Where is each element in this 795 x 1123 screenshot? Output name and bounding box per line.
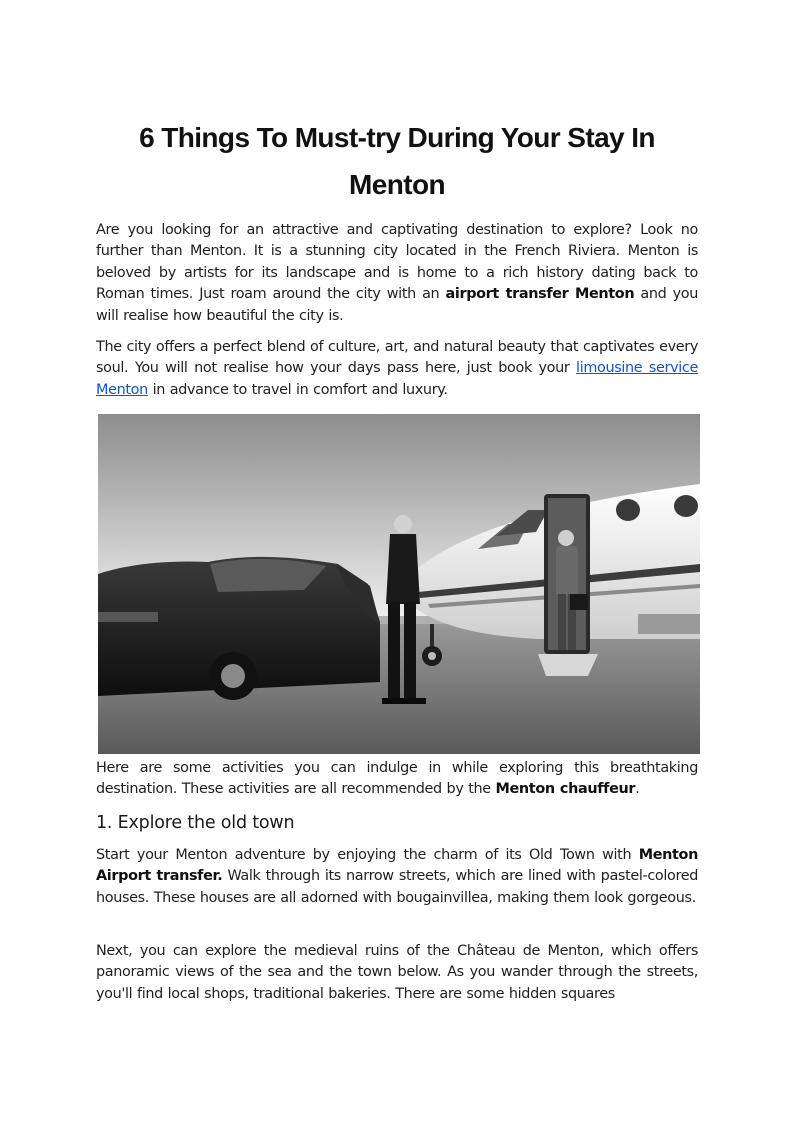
old-town-text-after: Walk through its narrow streets, which are lined with pastel-colored houses. These houses are all adorned with bougainvillea, making them look gorgeous. <box>96 868 699 906</box>
activities-bold-chauffeur: Menton chauffeur <box>495 781 636 798</box>
section-heading-old-town: 1. Explore the old town <box>96 813 295 833</box>
old-town-text-before: Start your Menton adventure by enjoying the charm of its Old Town with <box>96 847 639 863</box>
city-text-before: The city offers a perfect blend of culture, art, and natural beauty that captivates every soul. You will not realise how your days pass here, just book your <box>96 339 698 377</box>
limousine-service-link[interactable]: limousine service Menton <box>96 360 698 398</box>
city-paragraph <box>96 337 698 401</box>
intro-text-before: Are you looking for an attractive and captivating destination to explore? Look no further than Menton. It is a stunning city located in the French Riviera. Menton is beloved by artists for its landscape and is home to a rich history dating back to Roman times. Just roam around the city with an <box>96 222 698 303</box>
old-town-bold-airport-transfer: Menton Airport transfer. <box>96 847 698 885</box>
intro-bold-airport-transfer: airport transfer Menton <box>445 286 635 303</box>
city-text-after: in advance to travel in comfort and luxury. <box>147 381 448 398</box>
intro-paragraph <box>96 220 698 327</box>
activities-paragraph <box>96 758 698 801</box>
page-title: 6 Things To Must-try During Your Stay In Menton <box>139 122 655 200</box>
activities-text-before: Here are some activities you can indulge in while exploring this breathtaking destination. These activities are all recommended by the <box>96 760 698 798</box>
chauffeur-car-private-jet-photo <box>98 414 700 754</box>
old-town-paragraph-2: Next, you can explore the medieval ruins of the Château de Menton, which offers panoramic views of the sea and the town below. As you wander through the streets, you'll find local shops, traditional bakeries. There are some hidden squares <box>96 943 698 1002</box>
activities-text-after: . <box>635 781 640 798</box>
old-town-paragraph-1 <box>96 845 698 909</box>
intro-text-after: and you will realise how beautiful the city is. <box>96 286 699 324</box>
